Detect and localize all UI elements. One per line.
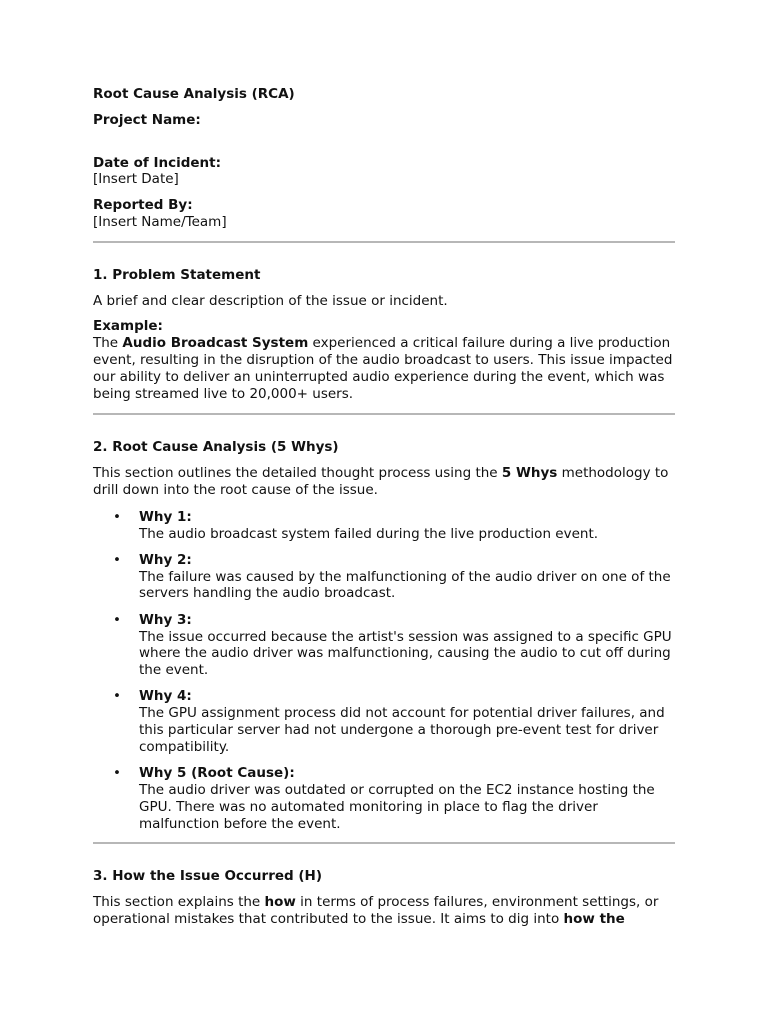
- why-text: The GPU assignment process did not account for potential driver failures, and this particular server had not undergone a thorough pre-event test for driver compatibility.: [139, 705, 665, 755]
- how-issue-occurred-heading: 3. How the Issue Occurred (H): [93, 868, 323, 885]
- why-text: The issue occurred because the artist's session was assigned to a specific GPU where the audio driver was malfunctioning, causing the audio to cut off during the event.: [139, 628, 672, 679]
- why-item: [93, 509, 675, 543]
- how-text-pre: This section explains the: [93, 894, 265, 911]
- reported-by-value: [Insert Name/Team]: [93, 213, 227, 230]
- bullet: •: [113, 611, 121, 628]
- why-text: The audio broadcast system failed during the live production event.: [139, 525, 599, 542]
- why-label: Why 2:: [139, 551, 192, 568]
- why-label: Why 1:: [139, 508, 192, 525]
- rca-intro: [93, 465, 675, 499]
- problem-statement-heading: 1. Problem Statement: [93, 266, 261, 283]
- document-content: [93, 86, 675, 928]
- example-text-pre: The: [93, 335, 123, 352]
- divider: [93, 842, 675, 844]
- rca-intro-bold: 5 Whys: [501, 465, 558, 482]
- why-label: Why 3:: [139, 611, 192, 628]
- how-paragraph: [93, 894, 675, 928]
- divider: [93, 413, 675, 415]
- bullet: •: [113, 688, 121, 705]
- divider: [93, 241, 675, 243]
- bullet: •: [113, 551, 121, 568]
- example-paragraph: [93, 335, 675, 402]
- how-text-mid: in terms of process failures, environment settings, or operational mistakes that contributed to the issue. It aims to dig into: [93, 894, 659, 927]
- why-text: The failure was caused by the malfunctioning of the audio driver on one of the servers handling the audio broadcast.: [139, 568, 671, 602]
- example-system-name: Audio Broadcast System: [122, 335, 309, 352]
- problem-intro: A brief and clear description of the issue or incident.: [93, 292, 448, 309]
- example-label: Example:: [93, 318, 163, 335]
- rca-intro-post: methodology to drill down into the root cause of the issue.: [93, 465, 669, 498]
- reported-by-label: Reported By:: [93, 197, 193, 214]
- why-label: Why 4:: [139, 688, 192, 705]
- why-text: The audio driver was outdated or corrupted on the EC2 instance hosting the GPU. There was no automated monitoring in place to flag the driver malfunction before the event.: [139, 781, 655, 832]
- example-text-post: experienced a critical failure during a live production event, resulting in the disruption of the audio broadcast to users. This issue impacted our ability to deliver an uninterrupted audio experience during the event, which was being streamed live to 20,000+ users.: [93, 335, 673, 402]
- whys-list: [93, 509, 675, 833]
- date-of-incident-value: [Insert Date]: [93, 171, 179, 188]
- why-item: [93, 688, 675, 755]
- why-item: [93, 552, 675, 602]
- date-of-incident-label: Date of Incident:: [93, 154, 222, 171]
- document-title: Root Cause Analysis (RCA): [93, 86, 295, 102]
- bullet: •: [113, 765, 121, 782]
- why-label: Why 5 (Root Cause):: [139, 765, 295, 782]
- root-cause-analysis-heading: 2. Root Cause Analysis (5 Whys): [93, 439, 339, 456]
- how-bold-2: how the: [563, 910, 625, 927]
- why-item: [93, 765, 675, 832]
- how-bold-1: how: [264, 894, 296, 911]
- why-item: [93, 612, 675, 679]
- rca-intro-pre: This section outlines the detailed thought process using the: [93, 465, 502, 482]
- bullet: •: [113, 508, 121, 525]
- project-name-label: Project Name:: [93, 111, 201, 128]
